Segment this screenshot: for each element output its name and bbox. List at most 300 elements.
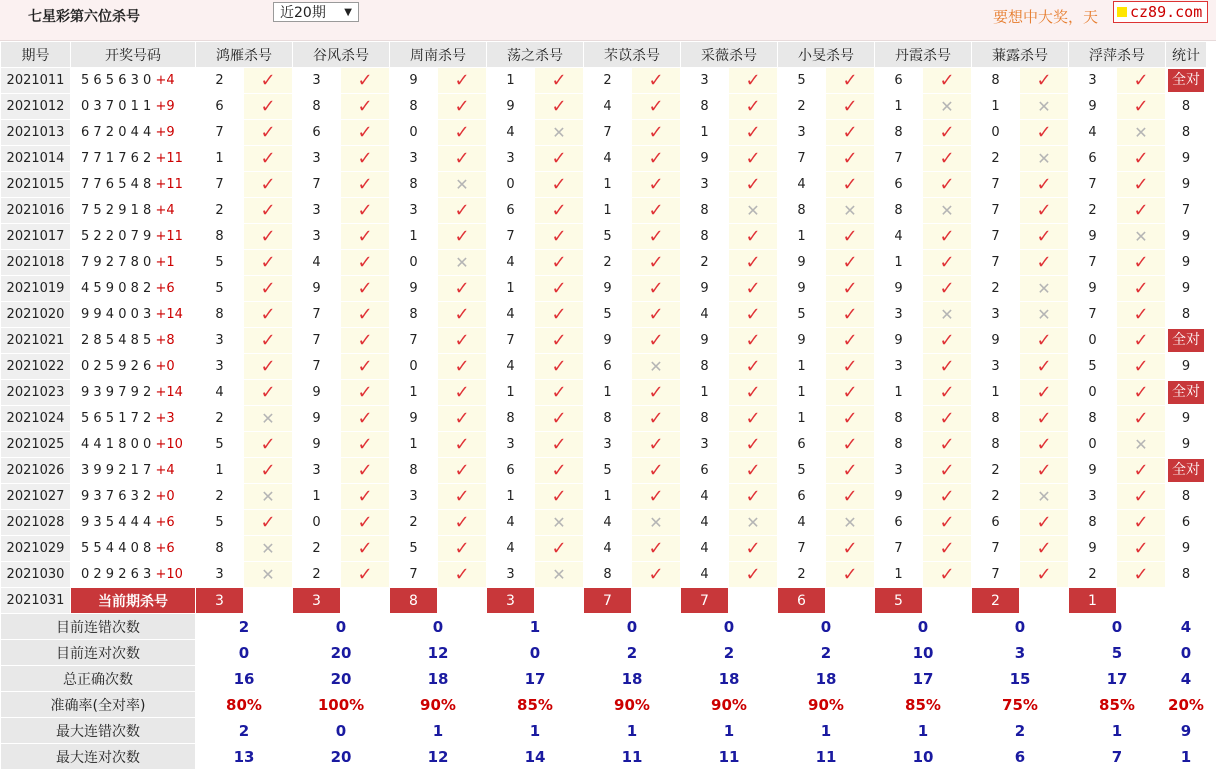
row-period: 2021021 (1, 328, 71, 354)
check-icon: ✓ (842, 147, 858, 169)
table-row (1, 328, 1207, 354)
check-icon: ✓ (1036, 537, 1052, 559)
kill-result (1117, 328, 1166, 354)
row-stat: 9 (1166, 432, 1207, 458)
kill-number: 7 (584, 120, 632, 146)
table-row (1, 172, 1207, 198)
cross-icon: ✕ (552, 564, 566, 584)
kill-result (438, 432, 487, 458)
check-icon: ✓ (1036, 407, 1052, 429)
check-icon: ✓ (551, 225, 567, 247)
kill-number: 7 (972, 172, 1020, 198)
kill-number: 1 (681, 380, 729, 406)
check-icon: ✓ (454, 199, 470, 221)
all-correct-badge: 全对 (1168, 69, 1204, 92)
kill-number: 7 (1069, 302, 1117, 328)
kill-result (535, 354, 584, 380)
current-kill-spacer (632, 588, 681, 614)
row-period: 2021025 (1, 432, 71, 458)
kill-result (1020, 198, 1069, 224)
kill-number: 1 (681, 120, 729, 146)
check-icon: ✓ (939, 173, 955, 195)
check-icon: ✓ (842, 95, 858, 117)
check-icon: ✓ (939, 277, 955, 299)
stat-value: 0 (487, 640, 584, 666)
kill-number: 3 (390, 146, 438, 172)
check-icon: ✓ (551, 433, 567, 455)
kill-result (244, 276, 293, 302)
check-icon: ✓ (1133, 485, 1149, 507)
kill-result (729, 406, 778, 432)
kill-number: 1 (778, 354, 826, 380)
check-icon: ✓ (648, 95, 664, 117)
top-bar (0, 0, 1216, 41)
kill-result (826, 380, 875, 406)
stat-value: 100% (293, 692, 390, 718)
current-kill-number: 6 (778, 588, 826, 614)
check-icon: ✓ (260, 329, 276, 351)
stat-value: 1 (390, 718, 487, 744)
stat-total-value: 9 (1166, 718, 1207, 744)
kill-number: 6 (487, 458, 535, 484)
table-row (1, 406, 1207, 432)
kill-number: 5 (778, 68, 826, 94)
kill-number: 8 (875, 120, 923, 146)
kill-result (632, 146, 681, 172)
kill-number: 8 (196, 224, 244, 250)
cross-icon: ✕ (1037, 486, 1051, 506)
kill-result (1117, 354, 1166, 380)
draw-digits: 5 6 5 6 3 0 (81, 73, 152, 88)
check-icon: ✓ (1036, 199, 1052, 221)
logo-square-icon (1117, 7, 1127, 17)
kill-number: 8 (487, 406, 535, 432)
stat-row (1, 718, 1207, 744)
kill-result (729, 432, 778, 458)
current-kill-number: 8 (390, 588, 438, 614)
stat-value: 17 (487, 666, 584, 692)
stat-value: 17 (1069, 666, 1166, 692)
cross-icon: ✕ (261, 486, 275, 506)
check-icon: ✓ (842, 251, 858, 273)
kill-number: 7 (196, 120, 244, 146)
draw-plus: +6 (155, 541, 175, 556)
kill-result (826, 562, 875, 588)
kill-number: 2 (584, 68, 632, 94)
row-stat (1166, 458, 1207, 484)
kill-result (341, 250, 390, 276)
stat-value: 0 (584, 614, 681, 640)
kill-number: 9 (778, 328, 826, 354)
kill-number: 8 (390, 94, 438, 120)
kill-result (244, 94, 293, 120)
kill-number: 6 (875, 510, 923, 536)
kill-number: 5 (584, 458, 632, 484)
stat-value: 10 (875, 744, 972, 770)
current-kill-spacer (244, 588, 293, 614)
kill-number: 1 (778, 406, 826, 432)
period-select-value: 近20期 (280, 5, 326, 21)
kill-result (244, 380, 293, 406)
check-icon: ✓ (648, 329, 664, 351)
kill-result (1117, 406, 1166, 432)
kill-number: 4 (584, 146, 632, 172)
draw-plus: +6 (155, 515, 175, 530)
kill-result (341, 510, 390, 536)
check-icon: ✓ (357, 303, 373, 325)
check-icon: ✓ (939, 329, 955, 351)
kill-result (438, 536, 487, 562)
check-icon: ✓ (745, 537, 761, 559)
kill-number: 9 (972, 328, 1020, 354)
check-icon: ✓ (1036, 459, 1052, 481)
kill-number: 2 (681, 250, 729, 276)
stat-label: 最大连错次数 (1, 718, 196, 744)
cross-icon: ✕ (552, 512, 566, 532)
row-stat: 8 (1166, 302, 1207, 328)
kill-result (1117, 172, 1166, 198)
kill-number: 5 (196, 276, 244, 302)
draw-plus: +4 (155, 73, 175, 88)
kill-number: 3 (972, 302, 1020, 328)
kill-result (826, 198, 875, 224)
kill-number: 8 (584, 562, 632, 588)
kill-number: 9 (293, 380, 341, 406)
kill-number: 4 (875, 224, 923, 250)
kill-number: 3 (778, 120, 826, 146)
stat-value: 1 (487, 718, 584, 744)
check-icon: ✓ (648, 407, 664, 429)
current-kill-label: 当前期杀号 (71, 588, 196, 614)
kill-result (923, 94, 972, 120)
row-stat: 9 (1166, 250, 1207, 276)
check-icon: ✓ (454, 459, 470, 481)
draw-plus: +14 (155, 385, 183, 400)
kill-number: 8 (1069, 510, 1117, 536)
stat-value: 10 (875, 640, 972, 666)
kill-number: 4 (487, 510, 535, 536)
kill-result (729, 536, 778, 562)
check-icon: ✓ (454, 355, 470, 377)
draw-digits: 9 9 4 0 0 3 (81, 307, 152, 322)
check-icon: ✓ (260, 251, 276, 273)
kill-result (826, 94, 875, 120)
kill-result (341, 458, 390, 484)
kill-result (632, 172, 681, 198)
stat-value: 1 (778, 718, 875, 744)
kill-result (1020, 458, 1069, 484)
kill-number: 6 (584, 354, 632, 380)
kill-number: 8 (972, 68, 1020, 94)
kill-number: 9 (778, 276, 826, 302)
row-period: 2021029 (1, 536, 71, 562)
kill-number: 7 (778, 536, 826, 562)
row-draw-numbers (71, 510, 196, 536)
kill-result (632, 302, 681, 328)
kill-number: 7 (972, 224, 1020, 250)
kill-number: 1 (487, 68, 535, 94)
kill-number: 8 (875, 198, 923, 224)
kill-number: 5 (390, 536, 438, 562)
row-period: 2021011 (1, 68, 71, 94)
kill-number: 8 (778, 198, 826, 224)
check-icon: ✓ (357, 251, 373, 273)
kill-result (438, 302, 487, 328)
stat-label: 目前连对次数 (1, 640, 196, 666)
check-icon: ✓ (551, 459, 567, 481)
check-icon: ✓ (842, 303, 858, 325)
check-icon: ✓ (454, 381, 470, 403)
row-stat: 9 (1166, 172, 1207, 198)
kill-number: 3 (293, 458, 341, 484)
check-icon: ✓ (260, 121, 276, 143)
row-draw-numbers (71, 562, 196, 588)
stat-value: 0 (681, 614, 778, 640)
check-icon: ✓ (260, 355, 276, 377)
kill-number: 3 (584, 432, 632, 458)
kill-result (1020, 380, 1069, 406)
check-icon: ✓ (551, 381, 567, 403)
kill-result (632, 224, 681, 250)
kill-result (341, 354, 390, 380)
kill-number: 0 (487, 172, 535, 198)
kill-number: 4 (681, 302, 729, 328)
kill-result (1117, 562, 1166, 588)
kill-result (729, 198, 778, 224)
stat-label: 准确率(全对率) (1, 692, 196, 718)
stat-value: 20 (293, 640, 390, 666)
table-row (1, 432, 1207, 458)
kill-number: 9 (1069, 458, 1117, 484)
kill-number: 2 (778, 94, 826, 120)
row-draw-numbers (71, 302, 196, 328)
kill-number: 1 (390, 432, 438, 458)
row-period: 2021018 (1, 250, 71, 276)
kill-result (1117, 224, 1166, 250)
row-period: 2021027 (1, 484, 71, 510)
kill-number: 3 (293, 224, 341, 250)
draw-digits: 4 4 1 8 0 0 (81, 437, 152, 452)
check-icon: ✓ (454, 407, 470, 429)
stat-value: 75% (972, 692, 1069, 718)
stat-value: 0 (293, 614, 390, 640)
current-kill-spacer (1020, 588, 1069, 614)
check-icon: ✓ (551, 355, 567, 377)
current-kill-spacer (438, 588, 487, 614)
row-draw-numbers (71, 172, 196, 198)
kill-number: 6 (778, 432, 826, 458)
kill-result (923, 406, 972, 432)
kill-number: 7 (390, 328, 438, 354)
check-icon: ✓ (357, 69, 373, 91)
kill-number: 5 (778, 458, 826, 484)
kill-result (244, 68, 293, 94)
kill-number: 0 (1069, 432, 1117, 458)
cross-icon: ✕ (649, 512, 663, 532)
column-header-expert: 谷风杀号 (293, 42, 390, 68)
cross-icon: ✕ (746, 200, 760, 220)
kill-number: 8 (875, 406, 923, 432)
row-stat: 9 (1166, 276, 1207, 302)
check-icon: ✓ (454, 511, 470, 533)
current-kill-number: 2 (972, 588, 1020, 614)
kill-result (535, 302, 584, 328)
kill-result (438, 458, 487, 484)
check-icon: ✓ (1036, 251, 1052, 273)
check-icon: ✓ (357, 433, 373, 455)
check-icon: ✓ (842, 329, 858, 351)
kill-number: 9 (1069, 94, 1117, 120)
period-select[interactable] (273, 2, 359, 22)
check-icon: ✓ (551, 407, 567, 429)
kill-number: 2 (196, 68, 244, 94)
row-period: 2021013 (1, 120, 71, 146)
kill-number: 8 (584, 406, 632, 432)
kill-result (1117, 198, 1166, 224)
check-icon: ✓ (454, 147, 470, 169)
kill-number: 6 (681, 458, 729, 484)
row-period: 2021016 (1, 198, 71, 224)
column-header-expert: 蒹露杀号 (972, 42, 1069, 68)
site-logo[interactable] (1113, 1, 1208, 23)
kill-number: 9 (875, 276, 923, 302)
cross-icon: ✕ (843, 512, 857, 532)
kill-result (826, 354, 875, 380)
kill-result (1117, 302, 1166, 328)
check-icon: ✓ (745, 381, 761, 403)
kill-number: 3 (487, 432, 535, 458)
draw-plus: +0 (155, 489, 175, 504)
kill-result (729, 224, 778, 250)
kill-number: 6 (293, 120, 341, 146)
check-icon: ✓ (939, 147, 955, 169)
check-icon: ✓ (357, 459, 373, 481)
kill-result (826, 276, 875, 302)
kill-result (244, 172, 293, 198)
stat-value: 17 (875, 666, 972, 692)
draw-plus: +11 (155, 151, 183, 166)
check-icon: ✓ (357, 329, 373, 351)
check-icon: ✓ (939, 225, 955, 247)
column-header-expert: 丹霞杀号 (875, 42, 972, 68)
stat-value: 1 (875, 718, 972, 744)
kill-number: 3 (972, 354, 1020, 380)
draw-plus: +8 (155, 333, 175, 348)
kill-result (826, 484, 875, 510)
kill-result (826, 328, 875, 354)
kill-number: 3 (196, 328, 244, 354)
kill-number: 9 (875, 328, 923, 354)
kill-number: 8 (875, 432, 923, 458)
check-icon: ✓ (745, 459, 761, 481)
row-draw-numbers (71, 380, 196, 406)
stat-value: 1 (487, 614, 584, 640)
kill-number: 3 (293, 146, 341, 172)
kill-result (1117, 484, 1166, 510)
check-icon: ✓ (1133, 69, 1149, 91)
check-icon: ✓ (939, 433, 955, 455)
kill-result (729, 328, 778, 354)
cross-icon: ✕ (455, 174, 469, 194)
kill-result (438, 328, 487, 354)
check-icon: ✓ (842, 537, 858, 559)
kill-result (535, 328, 584, 354)
cross-icon: ✕ (1037, 304, 1051, 324)
kill-number: 8 (1069, 406, 1117, 432)
kill-number: 0 (972, 120, 1020, 146)
stat-value: 2 (196, 614, 293, 640)
check-icon: ✓ (745, 95, 761, 117)
kill-number: 5 (196, 250, 244, 276)
kill-result (341, 484, 390, 510)
kill-number: 4 (487, 120, 535, 146)
kill-number: 7 (487, 328, 535, 354)
check-icon: ✓ (842, 225, 858, 247)
kill-result (1020, 250, 1069, 276)
kill-result (244, 120, 293, 146)
check-icon: ✓ (1036, 511, 1052, 533)
column-header-expert: 浮萍杀号 (1069, 42, 1166, 68)
row-period: 2021028 (1, 510, 71, 536)
table-row (1, 146, 1207, 172)
kill-number: 2 (584, 250, 632, 276)
promo-text[interactable]: 要想中大奖，天 (993, 8, 1099, 26)
column-header-expert: 鸿雁杀号 (196, 42, 293, 68)
kill-result (729, 172, 778, 198)
stat-value: 11 (681, 744, 778, 770)
kill-number: 1 (390, 224, 438, 250)
kill-number: 7 (293, 328, 341, 354)
check-icon: ✓ (260, 69, 276, 91)
check-icon: ✓ (842, 69, 858, 91)
stat-value: 18 (778, 666, 875, 692)
check-icon: ✓ (357, 381, 373, 403)
kill-result (535, 120, 584, 146)
check-icon: ✓ (454, 121, 470, 143)
table-row (1, 276, 1207, 302)
check-icon: ✓ (1133, 199, 1149, 221)
kill-number: 1 (972, 380, 1020, 406)
kill-result (1020, 510, 1069, 536)
check-icon: ✓ (842, 485, 858, 507)
kill-result (1020, 328, 1069, 354)
kill-result (244, 146, 293, 172)
table-row (1, 302, 1207, 328)
kill-number: 4 (778, 510, 826, 536)
row-draw-numbers (71, 406, 196, 432)
draw-digits: 0 2 5 9 2 6 (81, 359, 152, 374)
check-icon: ✓ (454, 277, 470, 299)
check-icon: ✓ (1133, 251, 1149, 273)
row-stat: 9 (1166, 536, 1207, 562)
kill-number: 5 (196, 432, 244, 458)
kill-number: 3 (681, 172, 729, 198)
check-icon: ✓ (357, 355, 373, 377)
kill-result (1117, 380, 1166, 406)
row-draw-numbers (71, 458, 196, 484)
kill-number: 4 (584, 94, 632, 120)
kill-result (1020, 276, 1069, 302)
check-icon: ✓ (260, 511, 276, 533)
kill-number: 3 (390, 198, 438, 224)
column-header-expert: 采薇杀号 (681, 42, 778, 68)
kill-result (923, 224, 972, 250)
check-icon: ✓ (551, 173, 567, 195)
stat-value: 0 (196, 640, 293, 666)
draw-digits: 5 2 2 0 7 9 (81, 229, 152, 244)
check-icon: ✓ (454, 433, 470, 455)
draw-digits: 3 9 9 2 1 7 (81, 463, 152, 478)
